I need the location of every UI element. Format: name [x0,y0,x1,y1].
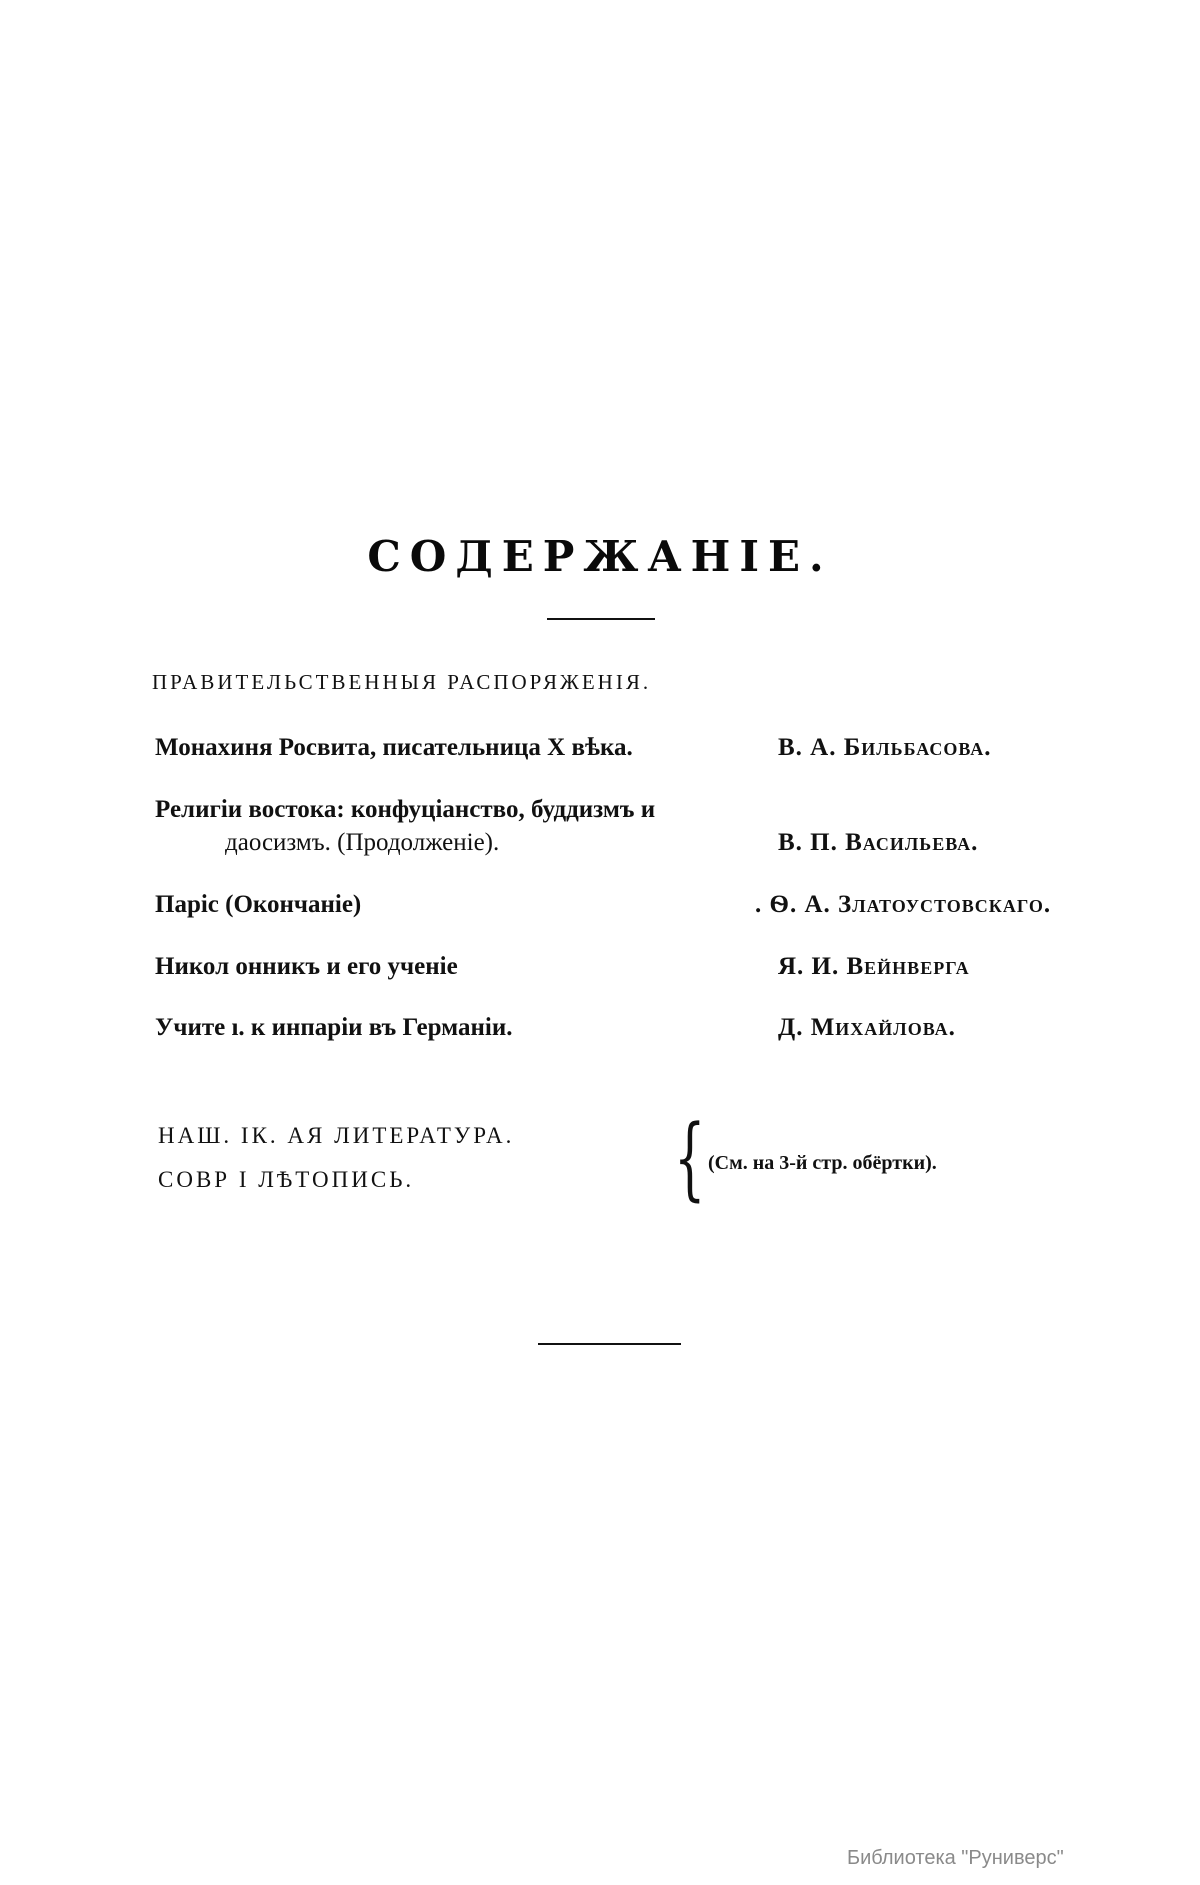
page-title: СОДЕРЖАНІЕ. [367,532,833,581]
cover-reference-note: (См. на 3-й стр. обёртки). [708,1152,937,1174]
entry-author-4: Я. И. Вейнверга [778,953,970,980]
entry-author-3: . Ѳ. А. Златоустовскаго. [755,891,1052,918]
curly-brace: { [674,1106,706,1211]
entry-title-2-line2: даосизмъ. (Продолженіе). [225,829,500,856]
bottom-line-1: НАШ. IК. АЯ ЛИТЕРАТУРА. [158,1123,515,1148]
library-watermark: Библиотека "Руниверс" [847,1847,1064,1869]
entry-title-3: Паріс (Окончаніе) [155,891,362,918]
entry-title-2-line1: Религіи востока: конфуціанство, буддизмъ и [155,796,656,823]
entry-title-1: Монахиня Росвита, писательница X вѣка. [155,734,633,761]
bottom-divider [538,1343,681,1345]
entry-author-1: В. А. Бильбасова. [778,734,992,761]
entry-title-5: Учите ı. к инпаріи въ Германіи. [155,1014,513,1041]
bottom-line-2: СОВР I ЛѢТОПИСЬ. [158,1167,415,1192]
title-divider [547,618,655,620]
section-heading: ПРАВИТЕЛЬСТВЕННЫЯ РАСПОРЯЖЕНІЯ. [152,670,652,694]
entry-author-5: Д. Михайлова. [778,1014,956,1041]
entry-title-4: Никол онникъ и его ученіе [155,953,458,980]
entry-author-2: В. П. Васильева. [778,829,979,856]
